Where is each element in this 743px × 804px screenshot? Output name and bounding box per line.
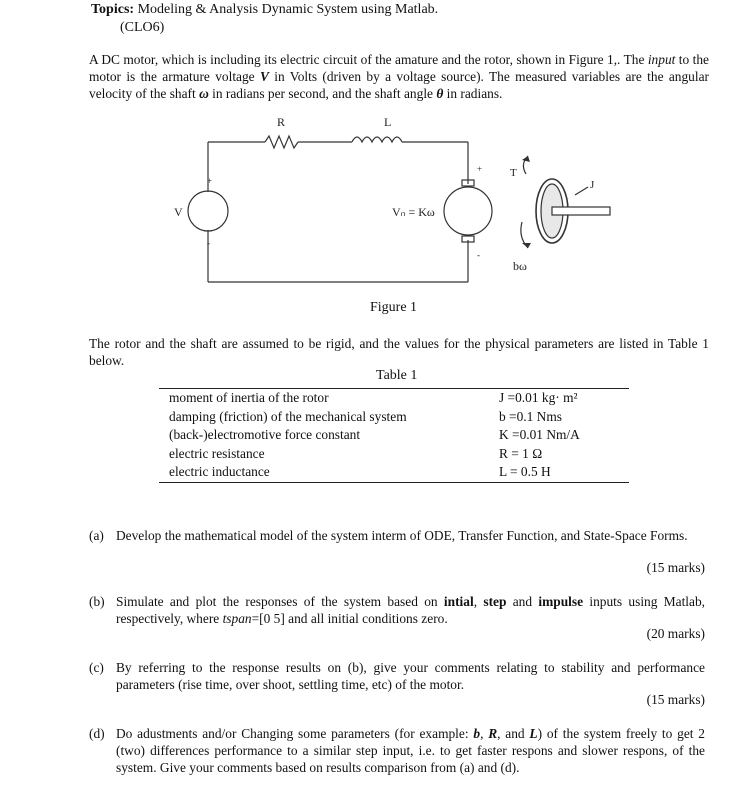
label-R: R	[277, 115, 286, 129]
question-b-marks: (20 marks)	[646, 626, 705, 641]
table-row	[159, 408, 629, 427]
params-paragraph: The rotor and the shaft are assumed to be rigid, and the values for the physical parameters are listed in Table 1 below.	[89, 336, 709, 368]
question-b-text: Simulate and plot the responses of the system based on intial, step and impulse inputs using Matlab, respectively, where tspan=[0 5] and all initial conditions zero.	[116, 594, 706, 626]
label-T: T	[510, 167, 517, 179]
label-J: J	[590, 179, 595, 191]
question-c-label: (c)	[89, 660, 104, 675]
question-a-marks: (15 marks)	[646, 560, 705, 575]
question-c	[89, 659, 705, 693]
param-name: electric inductance	[169, 464, 270, 479]
question-d-text: Do adustments and/or Changing some parameters (for example: b, R, and L) of the system freely to get 2 (two) differences performance to a similar step input, i.e. to get faster respons and slower respons, of the system. Give your comments based on results comparison from (a) and (d).	[116, 726, 705, 775]
label-back-emf: Vₙ = Kω	[392, 205, 435, 219]
minus-motor: -	[477, 250, 480, 260]
rotor-shaft	[552, 207, 610, 215]
question-d-label: (d)	[89, 726, 105, 741]
parameters-table	[159, 388, 629, 483]
label-V: V	[174, 205, 183, 219]
voltage-symbol: V	[259, 69, 269, 84]
label-L: L	[384, 115, 392, 129]
topics-text: Modeling & Analysis Dynamic System using Matlab.	[137, 2, 439, 17]
question-c-marks: (15 marks)	[646, 692, 705, 707]
inductor-symbol	[352, 137, 402, 142]
param-name: (back-)electromotive force constant	[169, 427, 361, 442]
input-word: input	[647, 52, 676, 67]
question-b	[89, 593, 705, 627]
table-row	[159, 389, 629, 408]
table-row	[159, 426, 629, 445]
motor-symbol	[444, 187, 492, 235]
theta-symbol: θ	[436, 86, 444, 101]
question-c-text: By referring to the response results on (b), give your comments relating to stability and performance parameters (rise time, over shoot, settling time, etc) of the motor.	[116, 660, 705, 692]
question-b-label: (b)	[89, 594, 105, 609]
question-a-label: (a)	[89, 528, 104, 543]
param-name: damping (friction) of the mechanical system	[169, 408, 407, 424]
question-a-text: Develop the mathematical model of the system interm of ODE, Transfer Function, and State-Space Forms.	[116, 528, 688, 543]
voltage-source	[188, 191, 228, 231]
param-value: b =0.1 Nms	[499, 408, 562, 424]
param-name: moment of inertia of the rotor	[169, 390, 329, 405]
motor-circuit-diagram	[170, 112, 630, 292]
clo-label: (CLO6)	[120, 20, 165, 35]
minus-source: -	[207, 238, 210, 248]
resistor-symbol	[265, 136, 298, 148]
topics-label: Topics:	[91, 2, 135, 17]
param-value: L = 0.5 H	[499, 464, 551, 479]
question-a	[89, 527, 705, 544]
param-value: R = 1 Ω	[499, 445, 543, 461]
plus-motor: +	[477, 164, 483, 174]
param-value: J =0.01 kg· m²	[499, 390, 578, 405]
plus-source: +	[207, 176, 213, 186]
question-d	[89, 725, 705, 776]
intro-paragraph: A DC motor, which is including its electric circuit of the amature and the rotor, shown in Figure 1,. The input to the motor is the armature voltage V in Volts (driven by a voltage source). The measured variables are the angular velocity of the shaft ω in radians per second, and the shaft angle θ in radians.	[89, 52, 709, 101]
param-value: K =0.01 Nm/A	[499, 427, 580, 442]
figure-caption: Figure 1	[370, 300, 418, 315]
param-name: electric resistance	[169, 445, 265, 461]
omega-symbol: ω	[199, 86, 209, 101]
topics-line	[91, 2, 438, 18]
table-row	[159, 445, 629, 464]
table-caption: Table 1	[376, 368, 418, 383]
label-bw: bω	[513, 259, 527, 273]
table-row	[159, 463, 629, 482]
